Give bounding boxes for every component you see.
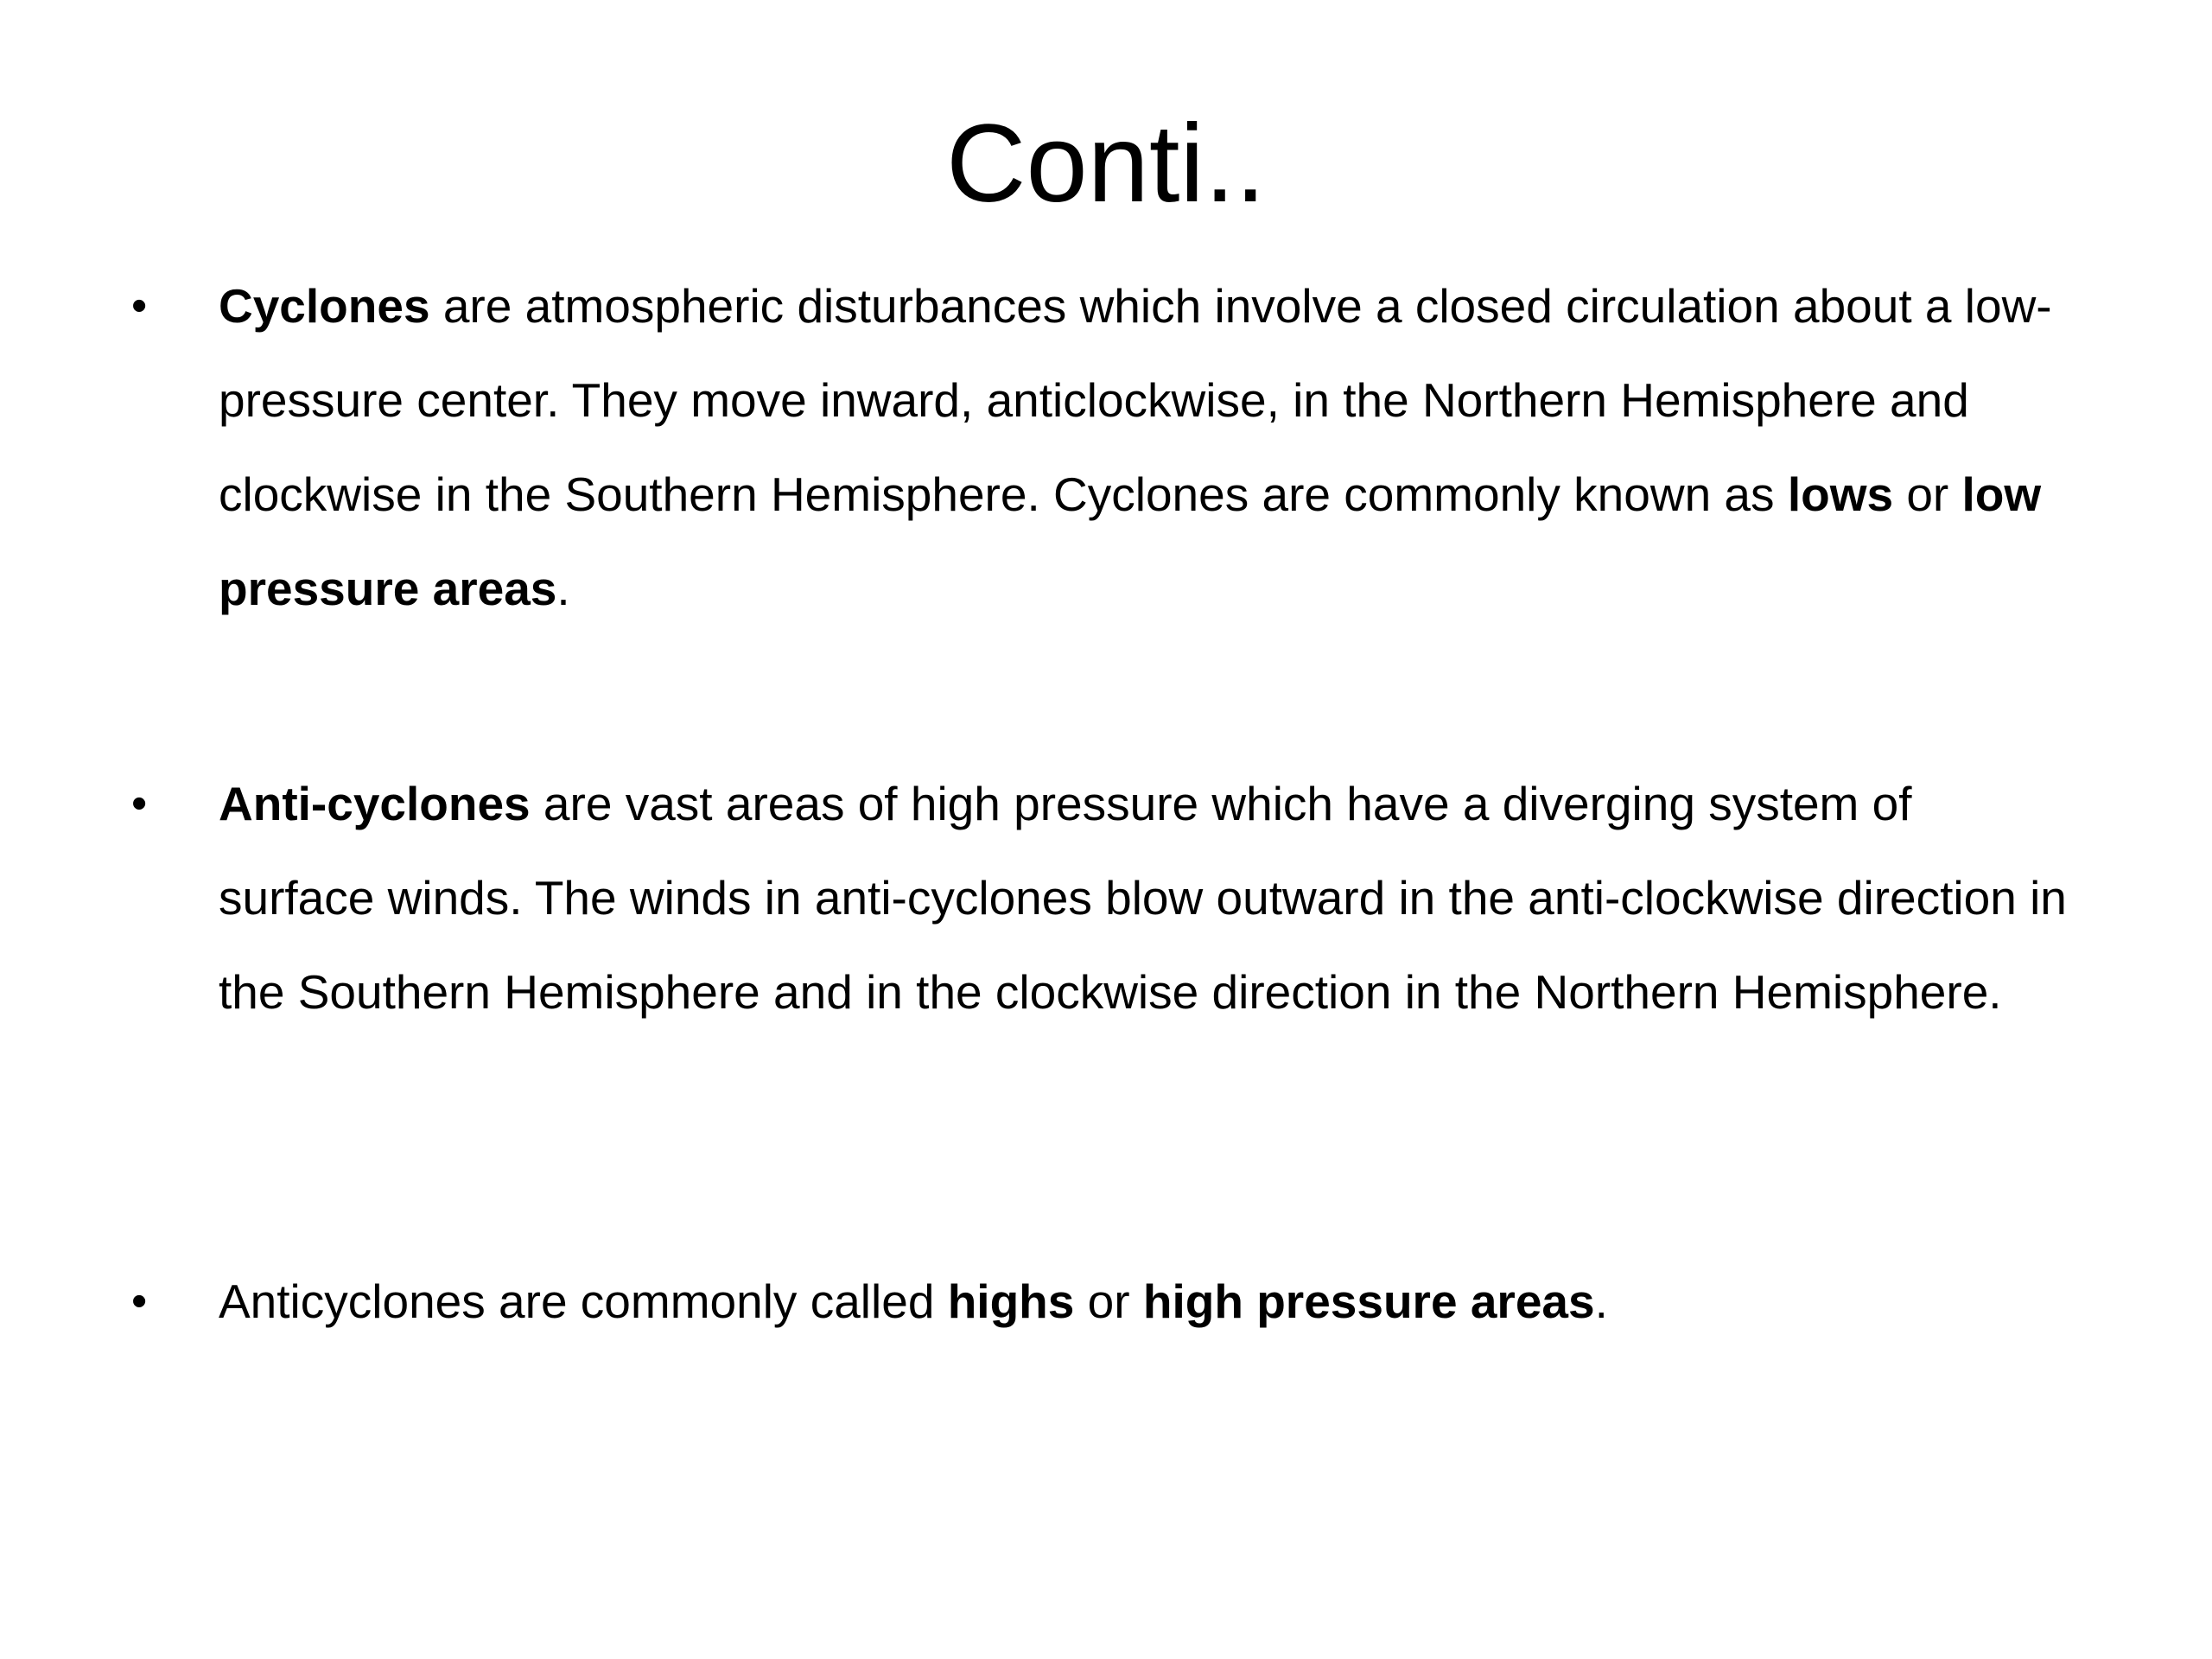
anti-cyclones-description: are vast areas of high pressure which have a diverging system of surface winds. The winds in anti-cyclones blow outward in the anti-clockwise direction in the Southern Hemisphere and in the clockwise direction in the Northern Hemisphere.	[219, 777, 2067, 1019]
connector-or: or	[1893, 467, 1962, 521]
term-low-pressure-areas: low pressure areas	[219, 467, 2042, 615]
term-cyclones: Cyclones	[219, 279, 430, 333]
bullet-icon: •	[131, 1276, 148, 1326]
period: .	[556, 562, 570, 615]
cyclones-description: are atmospheric disturbances which involve a closed circulation about a low-pressure center. They move inward, anticlockwise, in the Northern Hemisphere and clockwise in the Southern Hemisphere. Cyclones are commonly known as	[219, 279, 2052, 521]
term-anti-cyclones: Anti-cyclones	[219, 777, 531, 830]
bullet-text	[219, 757, 2076, 1039]
bullet-text	[219, 259, 2076, 636]
bullet-text	[219, 1255, 2076, 1349]
connector-or: or	[1074, 1274, 1143, 1328]
term-lows: lows	[1787, 467, 1894, 521]
bullet-icon: •	[131, 281, 148, 331]
period: .	[1594, 1274, 1608, 1328]
anticyclones-description: Anticyclones are commonly called	[219, 1274, 948, 1328]
slide-title: Conti..	[946, 102, 1266, 226]
bullet-icon: •	[131, 779, 148, 829]
term-highs: highs	[947, 1274, 1075, 1328]
term-high-pressure-areas: high pressure areas	[1142, 1274, 1595, 1328]
